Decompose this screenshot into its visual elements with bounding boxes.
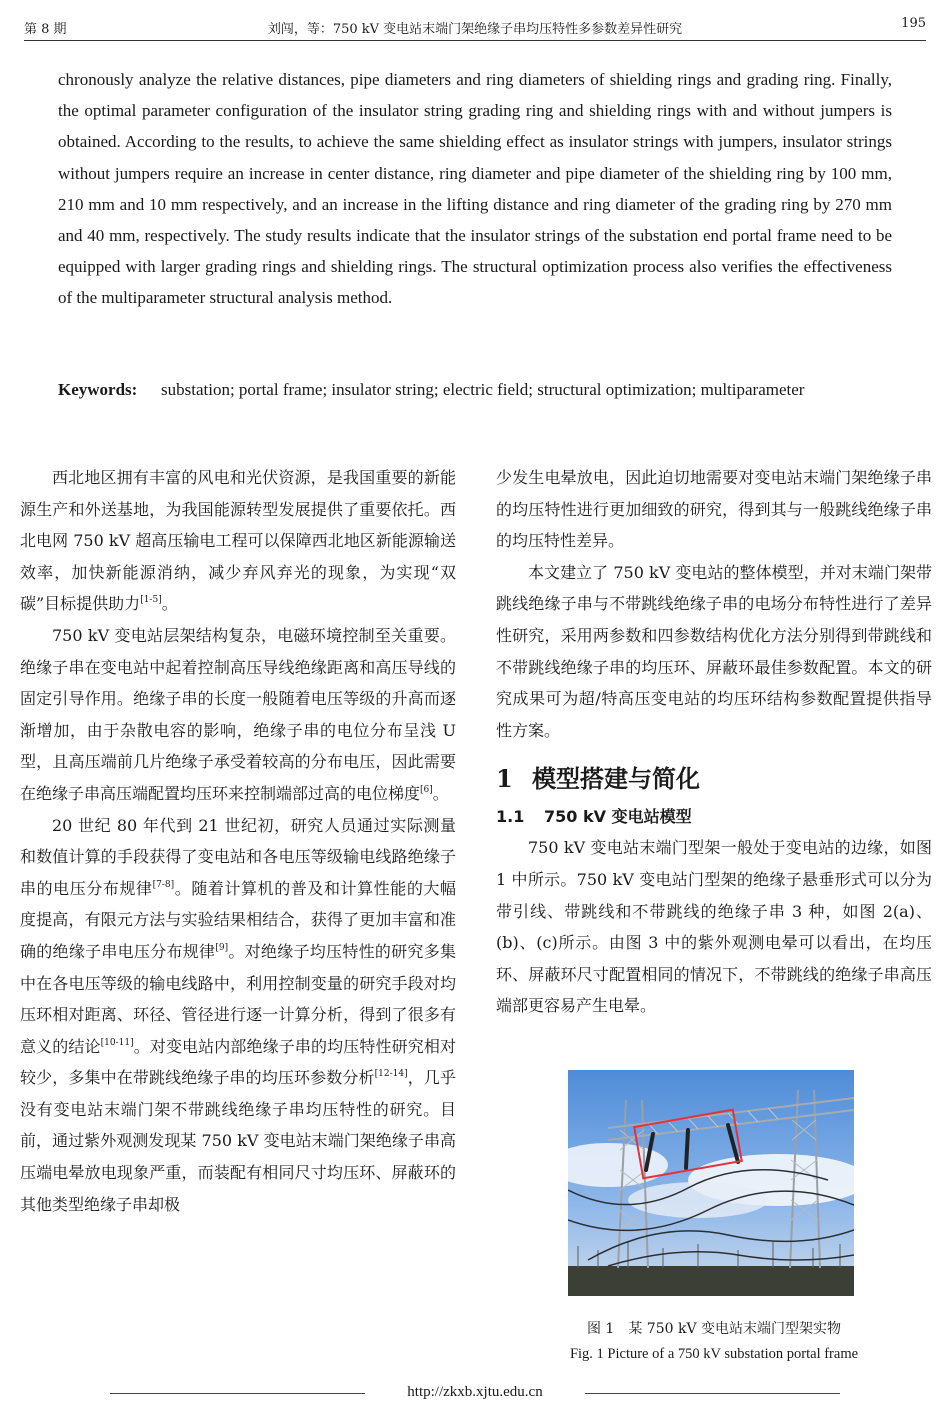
paragraph-model: 750 kV 变电站末端门型架一般处于变电站的边缘，如图 1 中所示。750 kV 变电站门型架的绝缘子悬垂形式可以分为带引线、带跳线和不带跳线的绝缘子串 3 种，如图 2(a)、(b)、(c)所示。由图 3 中的紫外观测电晕可以看出，在均压环、屏蔽环尺寸配置相同的情况下，不带跳线的绝缘子串高压端部更容易产生电晕。 bbox=[496, 838, 932, 1016]
page-number: 195 bbox=[901, 16, 926, 31]
figure-caption-zh: 图 1 某 750 kV 变电站末端门型架实物 bbox=[586, 1321, 842, 1337]
footer-rule-right bbox=[585, 1393, 840, 1394]
issue-number: 第 8 期 bbox=[24, 22, 67, 37]
figure-1-photo bbox=[568, 1070, 854, 1296]
citation[interactable]: [12-14] bbox=[374, 1069, 408, 1080]
journal-url[interactable]: http://zkxb.xjtu.edu.cn bbox=[407, 1384, 543, 1400]
keywords-label: Keywords: bbox=[58, 380, 138, 399]
subsection-title: 750 kV 变电站模型 bbox=[544, 807, 692, 827]
running-header bbox=[24, 14, 926, 41]
subsection-number: 1.1 bbox=[496, 807, 525, 827]
section-title: 模型搭建与简化 bbox=[532, 764, 700, 794]
figure-caption-en: Fig. 1 Picture of a 750 kV substation portal frame bbox=[569, 1346, 859, 1362]
citation[interactable]: [9] bbox=[215, 942, 229, 953]
section-number: 1 bbox=[496, 764, 513, 794]
running-title: 刘闯，等：750 kV 变电站末端门架绝缘子串均压特性多参数差异性研究 bbox=[267, 22, 683, 37]
english-abstract bbox=[58, 64, 892, 314]
citation[interactable]: [1-5] bbox=[140, 595, 162, 606]
citation[interactable]: [10-11] bbox=[100, 1037, 134, 1048]
paragraph-continued: 少发生电晕放电，因此迫切地需要对变电站末端门架绝缘子串的均压特性进行更加细致的研究，得到其与一般跳线绝缘子串的均压特性差异。 bbox=[496, 468, 932, 551]
subsection-heading bbox=[496, 802, 932, 832]
paragraph-intro-1: 西北地区拥有丰富的风电和光伏资源，是我国重要的新能源生产和外送基地，为我国能源转型发展提供了重要依托。西北电网 750 kV 超高压输电工程可以保障西北地区新能源输送效率，加快新能源消纳，减少弃风弃光的现象，为实现“双碳”目标提供助力[1-5]。 bbox=[20, 468, 456, 614]
paragraph-intro-2: 750 kV 变电站层架结构复杂，电磁环境控制至关重要。绝缘子串在变电站中起着控制高压导线绝缘距离和高压导线的固定引导作用。绝缘子串的长度一般随着电压等级的升高而逐渐增加，由于杂散电容的影响，绝缘子串的电位分布呈浅 U 型，且高压端前几片绝缘子承受着较高的分布电压，因此需要在绝缘子串高压端配置均压环来控制端部过高的电位梯度[6]。 bbox=[20, 625, 456, 803]
right-column bbox=[496, 462, 932, 1022]
left-column bbox=[20, 462, 456, 1220]
paragraph-intro-3: 20 世纪 80 年代到 21 世纪初，研究人员通过实际测量和数值计算的手段获得了变电站和各电压等级输电线路绝缘子串的电压分布规律[7-8]。随着计算机的普及和计算性能的大幅度提高，有限元方法与实验结果相结合，获得了更加丰富和准确的绝缘子串电压分布规律[9]。对绝缘子均压特性的研究多集中在各电压等级的输电线路中，利用控制变量的研究手段对均压环相对距离、环径、管径进行逐一计算分析，得到了很多有意义的结论[10-11]。对变电站内部绝缘子串的均压特性研究相对较少，多集中在带跳线绝缘子串的均压环参数分析[12-14]，几乎没有变电站末端门架不带跳线绝缘子串均压特性的研究。目前，通过紫外观测发现某 750 kV 变电站末端门架绝缘子串高压端电晕放电现象严重，而装配有相同尺寸均压环、屏蔽环的其他类型绝缘子串却极 bbox=[20, 815, 456, 1214]
citation[interactable]: [7-8] bbox=[152, 879, 175, 890]
paragraph-contribution: 本文建立了 750 kV 变电站的整体模型，并对末端门架带跳线绝缘子串与不带跳线绝缘子串的电场分布特性进行了差异性研究，采用两参数和四参数结构优化方法分别得到带跳线和不带跳线绝缘子串的均压环、屏蔽环最佳参数配置。本文的研究成果可为超/特高压变电站的均压环结构参数配置提供指导性方案。 bbox=[496, 562, 932, 740]
keywords-text: substation; portal frame; insulator string; electric field; structural optimization; multiparameter bbox=[161, 380, 805, 399]
section-heading bbox=[496, 762, 932, 796]
page-footer bbox=[110, 1384, 840, 1404]
abstract-text: chronously analyze the relative distances, pipe diameters and ring diameters of shielding rings and grading ring. Finally, the optimal parameter configuration of the insulator string grading ring and shielding rings with and without jumpers is obtained. According to the results, to achieve the same shielding effect as insulator strings with jumpers, insulator strings without jumpers require an increase in center distance, ring diameter and pipe diameter of the shielding ring by 100 mm, 210 mm and 10 mm respectively, and an increase in the lifting distance and ring diameter of the grading ring by 270 mm and 40 mm, respectively. The study results indicate that the insulator strings of the substation end portal frame need to be equipped with larger grading rings and shielding rings. The structural optimization process also verifies the effectiveness of the multiparameter structural analysis method. bbox=[58, 70, 892, 308]
portal-frame-illustration bbox=[568, 1070, 854, 1296]
citation[interactable]: [6] bbox=[420, 784, 433, 795]
